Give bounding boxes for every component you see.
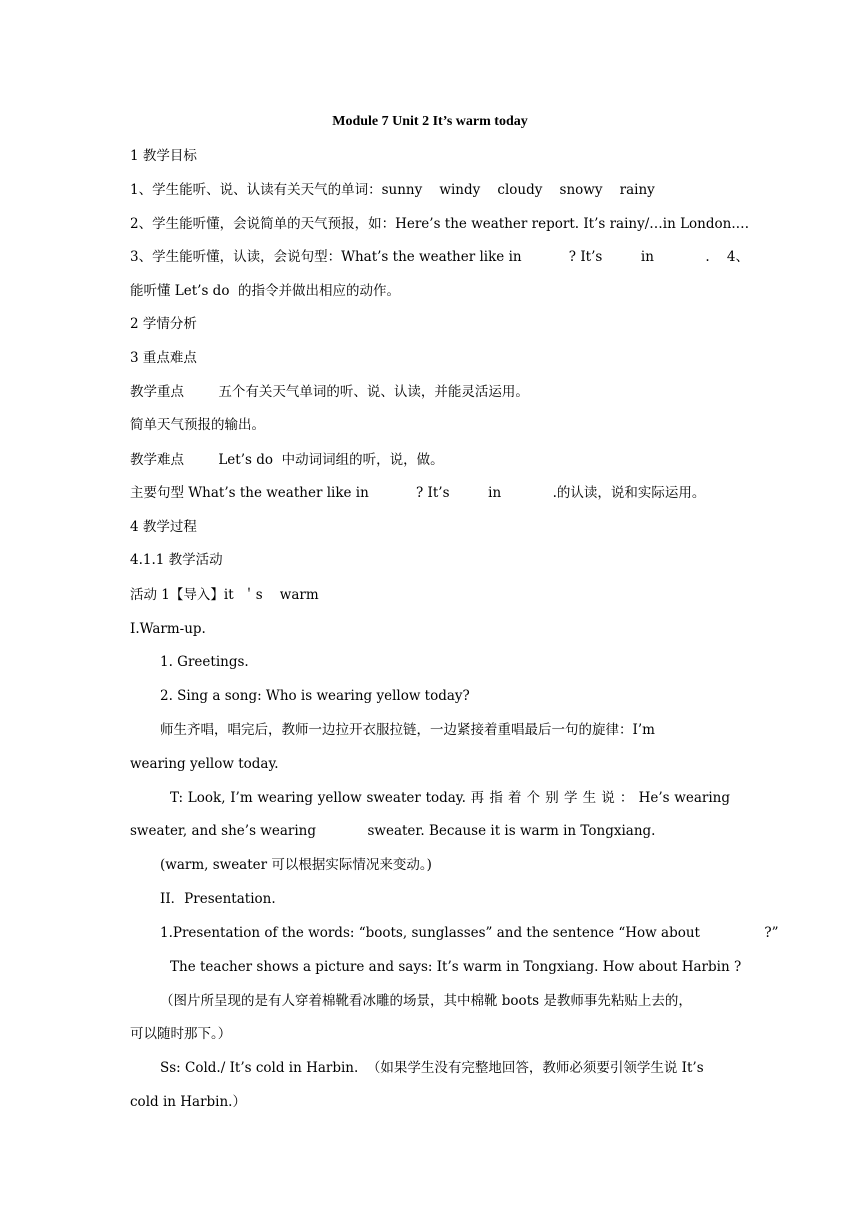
paragraph-song-line-2: wearing yellow today. bbox=[130, 756, 279, 772]
paragraph-song-line-1: 师生齐唱，唱完后，教师一边拉开衣服拉链，一边紧接着重唱最后一句的旋律：I’m bbox=[160, 722, 655, 738]
paragraph-picture: The teacher shows a picture and says: It’s warm in Tongxiang. How about Harbin ? bbox=[170, 959, 742, 975]
section-heading-analysis: 2 学情分析 bbox=[130, 316, 197, 332]
section-heading-objectives: 1 教学目标 bbox=[130, 148, 197, 164]
document-title: Module 7 Unit 2 It’s warm today bbox=[332, 114, 528, 129]
step-greetings: 1. Greetings. bbox=[160, 654, 249, 670]
paragraph-teacher-line-1: T: Look, I’m wearing yellow sweater today. 再 指 着 个 别 学 生 说 ： He’s wearing bbox=[170, 790, 730, 806]
note-warm-sweater: (warm, sweater 可以根据实际情况来变动。) bbox=[160, 857, 432, 873]
objective-3: 3、学生能听懂，认读，会说句型：What’s the weather like in ? It’s in . 4、 bbox=[130, 249, 749, 265]
key-point-sentence: 主要句型 What’s the weather like in ? It’s in .的认读，说和实际运用。 bbox=[130, 485, 706, 501]
paragraph-students-line-1: Ss: Cold./ It’s cold in Harbin. （如果学生没有完整地回答，教师必须要引领学生说 It’s bbox=[160, 1060, 704, 1076]
step-song: 2. Sing a song: Who is wearing yellow today? bbox=[160, 688, 470, 704]
presentation-heading: II．Presentation. bbox=[160, 891, 276, 907]
paragraph-teacher-line-2: sweater, and she’s wearing sweater. Because it is warm in Tongxiang. bbox=[130, 823, 656, 839]
objective-1: 1、学生能听、说、认读有关天气的单词：sunny windy cloudy snowy rainy bbox=[130, 182, 655, 198]
section-heading-process: 4 教学过程 bbox=[130, 519, 197, 535]
subsection-heading-activities: 4.1.1 教学活动 bbox=[130, 552, 223, 568]
objective-2: 2、学生能听懂，会说简单的天气预报，如：Here’s the weather report. It’s rainy/…in London.… bbox=[130, 216, 750, 232]
paragraph-students-line-2: cold in Harbin.） bbox=[130, 1094, 246, 1110]
key-point-difficulty: 教学难点 Let’s do 中动词词组的听，说，做。 bbox=[130, 452, 444, 468]
paragraph-note-line-2: 可以随时那下。） bbox=[130, 1026, 232, 1042]
presentation-step-1: 1.Presentation of the words: “boots, sunglasses” and the sentence “How about ?” bbox=[160, 925, 779, 941]
objective-4: 能听懂 Let’s do 的指令并做出相应的动作。 bbox=[130, 283, 401, 299]
key-point-output: 简单天气预报的输出。 bbox=[130, 417, 265, 433]
key-point-focus: 教学重点 五个有关天气单词的听、说、认读，并能灵活运用。 bbox=[130, 384, 529, 400]
section-heading-key-points: 3 重点难点 bbox=[130, 350, 197, 366]
activity-1-heading: 活动 1【导入】it ＇s warm bbox=[130, 587, 319, 603]
warm-up-heading: I.Warm-up. bbox=[130, 621, 206, 637]
paragraph-note-line-1: （图片所呈现的是有人穿着棉靴看冰雕的场景，其中棉靴 boots 是教师事先粘贴上去的， bbox=[160, 993, 692, 1009]
